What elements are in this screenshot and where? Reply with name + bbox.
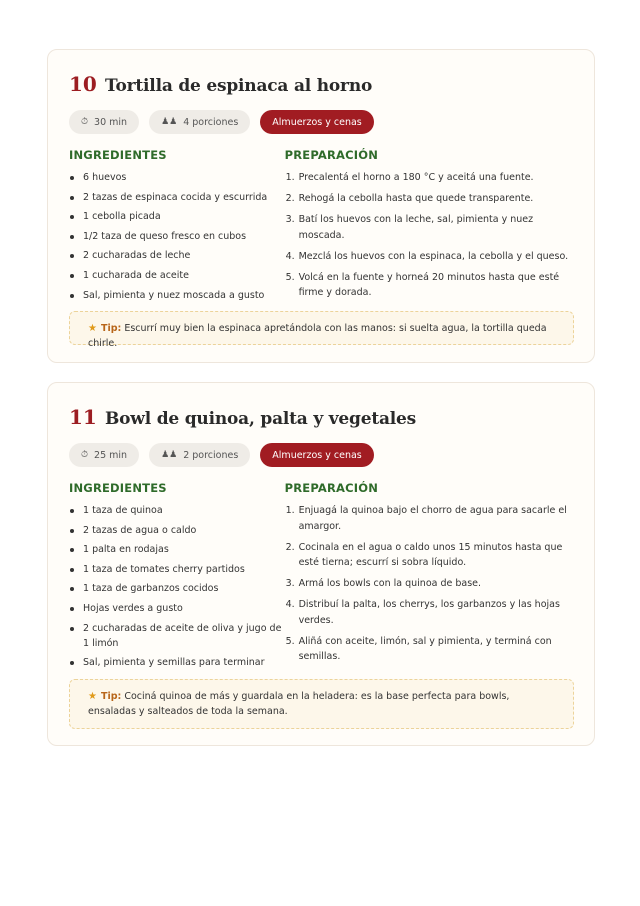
- step-item: 2. Cocinala en el agua o caldo unos 15 minutos hasta que esté tierna; escurrí si sobra líquido.: [285, 541, 563, 568]
- time-label: 30 min: [94, 116, 128, 128]
- step-text: Mezclá los huevos con la espinaca, la cebolla y el queso.: [298, 250, 569, 262]
- ingredients-list: [69, 503, 285, 670]
- time-badge: [69, 110, 139, 134]
- ingredients-heading: INGREDIENTES: [69, 481, 167, 495]
- ingredients-section: [69, 481, 285, 675]
- step-item: 1. Precalentá el horno a 180 °C y aceitá una fuente.: [285, 172, 534, 183]
- step-text: Cocinala en el agua o caldo unos 15 minutos hasta que esté tierna; escurrí si sobra líquido.: [298, 541, 563, 568]
- ingredient-item: Sal, pimienta y nuez moscada a gusto: [69, 288, 285, 303]
- step-item: 1. Enjuagá la quinoa bajo el chorro de agua para sacarle el amargor.: [285, 505, 567, 532]
- steps-list: [285, 503, 574, 665]
- recipe-number: 11: [69, 405, 97, 429]
- recipe-title: Bowl de quinoa, palta y vegetales: [105, 409, 417, 429]
- ingredient-item: 1 taza de tomates cherry partidos: [69, 562, 285, 577]
- recipe-header: [69, 405, 574, 433]
- people-icon: ♟♟: [161, 117, 178, 127]
- step-text: Distribuí la palta, los cherrys, los garbanzos y las hojas verdes.: [298, 599, 560, 626]
- ingredient-item: 2 cucharadas de leche: [69, 248, 285, 263]
- ingredient-item: 1/2 taza de queso fresco en cubos: [69, 229, 285, 244]
- tip-text: Escurrí muy bien la espinaca apretándola con las manos: si suelta agua, la tortilla queda chirle.: [88, 323, 547, 349]
- recipe-card: [47, 382, 595, 746]
- step-item: 3. Armá los bowls con la quinoa de base.: [285, 578, 482, 589]
- recipe-meta: [69, 443, 574, 467]
- step-text: Aliñá con aceite, limón, sal y pimienta, y terminá con semillas.: [298, 635, 552, 662]
- recipe-title: Tortilla de espinaca al horno: [105, 76, 373, 96]
- preparation-heading: PREPARACIÓN: [284, 481, 379, 495]
- step-text: Armá los bowls con la quinoa de base.: [298, 578, 482, 589]
- ingredient-item: 6 huevos: [69, 170, 285, 185]
- category-tag[interactable]: Almuerzos y cenas: [260, 443, 373, 467]
- lightbulb-icon: ★: [88, 323, 97, 334]
- recipe-card: [47, 49, 595, 363]
- clock-icon: ⏱: [81, 117, 89, 127]
- ingredient-item: 1 taza de quinoa: [69, 503, 285, 518]
- ingredient-item: 2 cucharadas de aceite de oliva y jugo de 1 limón: [69, 621, 285, 651]
- ingredient-item: 1 cucharada de aceite: [69, 268, 285, 283]
- time-label: 25 min: [94, 449, 128, 461]
- portions-badge: [149, 110, 250, 134]
- portions-label: 2 porciones: [183, 449, 239, 461]
- tip-label: Tip:: [100, 691, 122, 702]
- tip-label: Tip:: [100, 323, 122, 334]
- step-item: 5. Volcá en la fuente y horneá 20 minutos hasta que esté firme y dorada.: [285, 271, 560, 298]
- step-item: 4. Mezclá los huevos con la espinaca, la cebolla y el queso.: [285, 250, 569, 262]
- ingredients-heading: INGREDIENTES: [69, 148, 167, 162]
- preparation-section: [285, 481, 574, 675]
- time-badge: [69, 443, 139, 467]
- ingredients-list: [69, 170, 285, 303]
- recipe-number: 10: [69, 72, 97, 96]
- ingredient-item: Sal, pimienta y semillas para terminar: [69, 655, 285, 670]
- step-item: 2. Rehogá la cebolla hasta que quede transparente.: [285, 193, 534, 204]
- ingredient-item: 1 palta en rodajas: [69, 542, 285, 557]
- step-item: 5. Aliñá con aceite, limón, sal y pimienta, y terminá con semillas.: [285, 635, 552, 662]
- tip-text: Cociná quinoa de más y guardala en la heladera: es la base perfecta para bowls, ensaladas y salteados de toda la semana.: [88, 691, 510, 717]
- ingredient-item: 2 tazas de espinaca cocida y escurrida: [69, 190, 285, 205]
- step-text: Volcá en la fuente y horneá 20 minutos hasta que esté firme y dorada.: [298, 271, 560, 298]
- ingredient-item: 1 cebolla picada: [69, 209, 285, 224]
- ingredient-item: 2 tazas de agua o caldo: [69, 523, 285, 538]
- portions-label: 4 porciones: [183, 116, 239, 128]
- category-tag[interactable]: Almuerzos y cenas: [260, 110, 373, 134]
- step-text: Precalentá el horno a 180 °C y aceitá una fuente.: [298, 172, 534, 183]
- step-text: Enjuagá la quinoa bajo el chorro de agua para sacarle el amargor.: [298, 505, 567, 532]
- people-icon: ♟♟: [161, 450, 178, 460]
- tip-box: [69, 679, 574, 729]
- recipe-header: [69, 72, 574, 100]
- preparation-heading: PREPARACIÓN: [284, 148, 379, 162]
- portions-badge: [149, 443, 250, 467]
- ingredient-item: 1 taza de garbanzos cocidos: [69, 581, 285, 596]
- lightbulb-icon: ★: [88, 691, 97, 702]
- step-text: Rehogá la cebolla hasta que quede transparente.: [298, 193, 534, 204]
- ingredients-section: [69, 148, 285, 307]
- preparation-section: [285, 148, 574, 307]
- step-item: 3. Batí los huevos con la leche, sal, pimienta y nuez moscada.: [285, 214, 534, 241]
- step-item: 4. Distribuí la palta, los cherrys, los garbanzos y las hojas verdes.: [285, 599, 560, 626]
- ingredient-item: Hojas verdes a gusto: [69, 601, 285, 616]
- steps-list: [285, 170, 574, 301]
- tip-box: [69, 311, 574, 349]
- clock-icon: ⏱: [81, 450, 89, 460]
- step-text: Batí los huevos con la leche, sal, pimienta y nuez moscada.: [298, 214, 534, 241]
- recipe-meta: [69, 110, 574, 134]
